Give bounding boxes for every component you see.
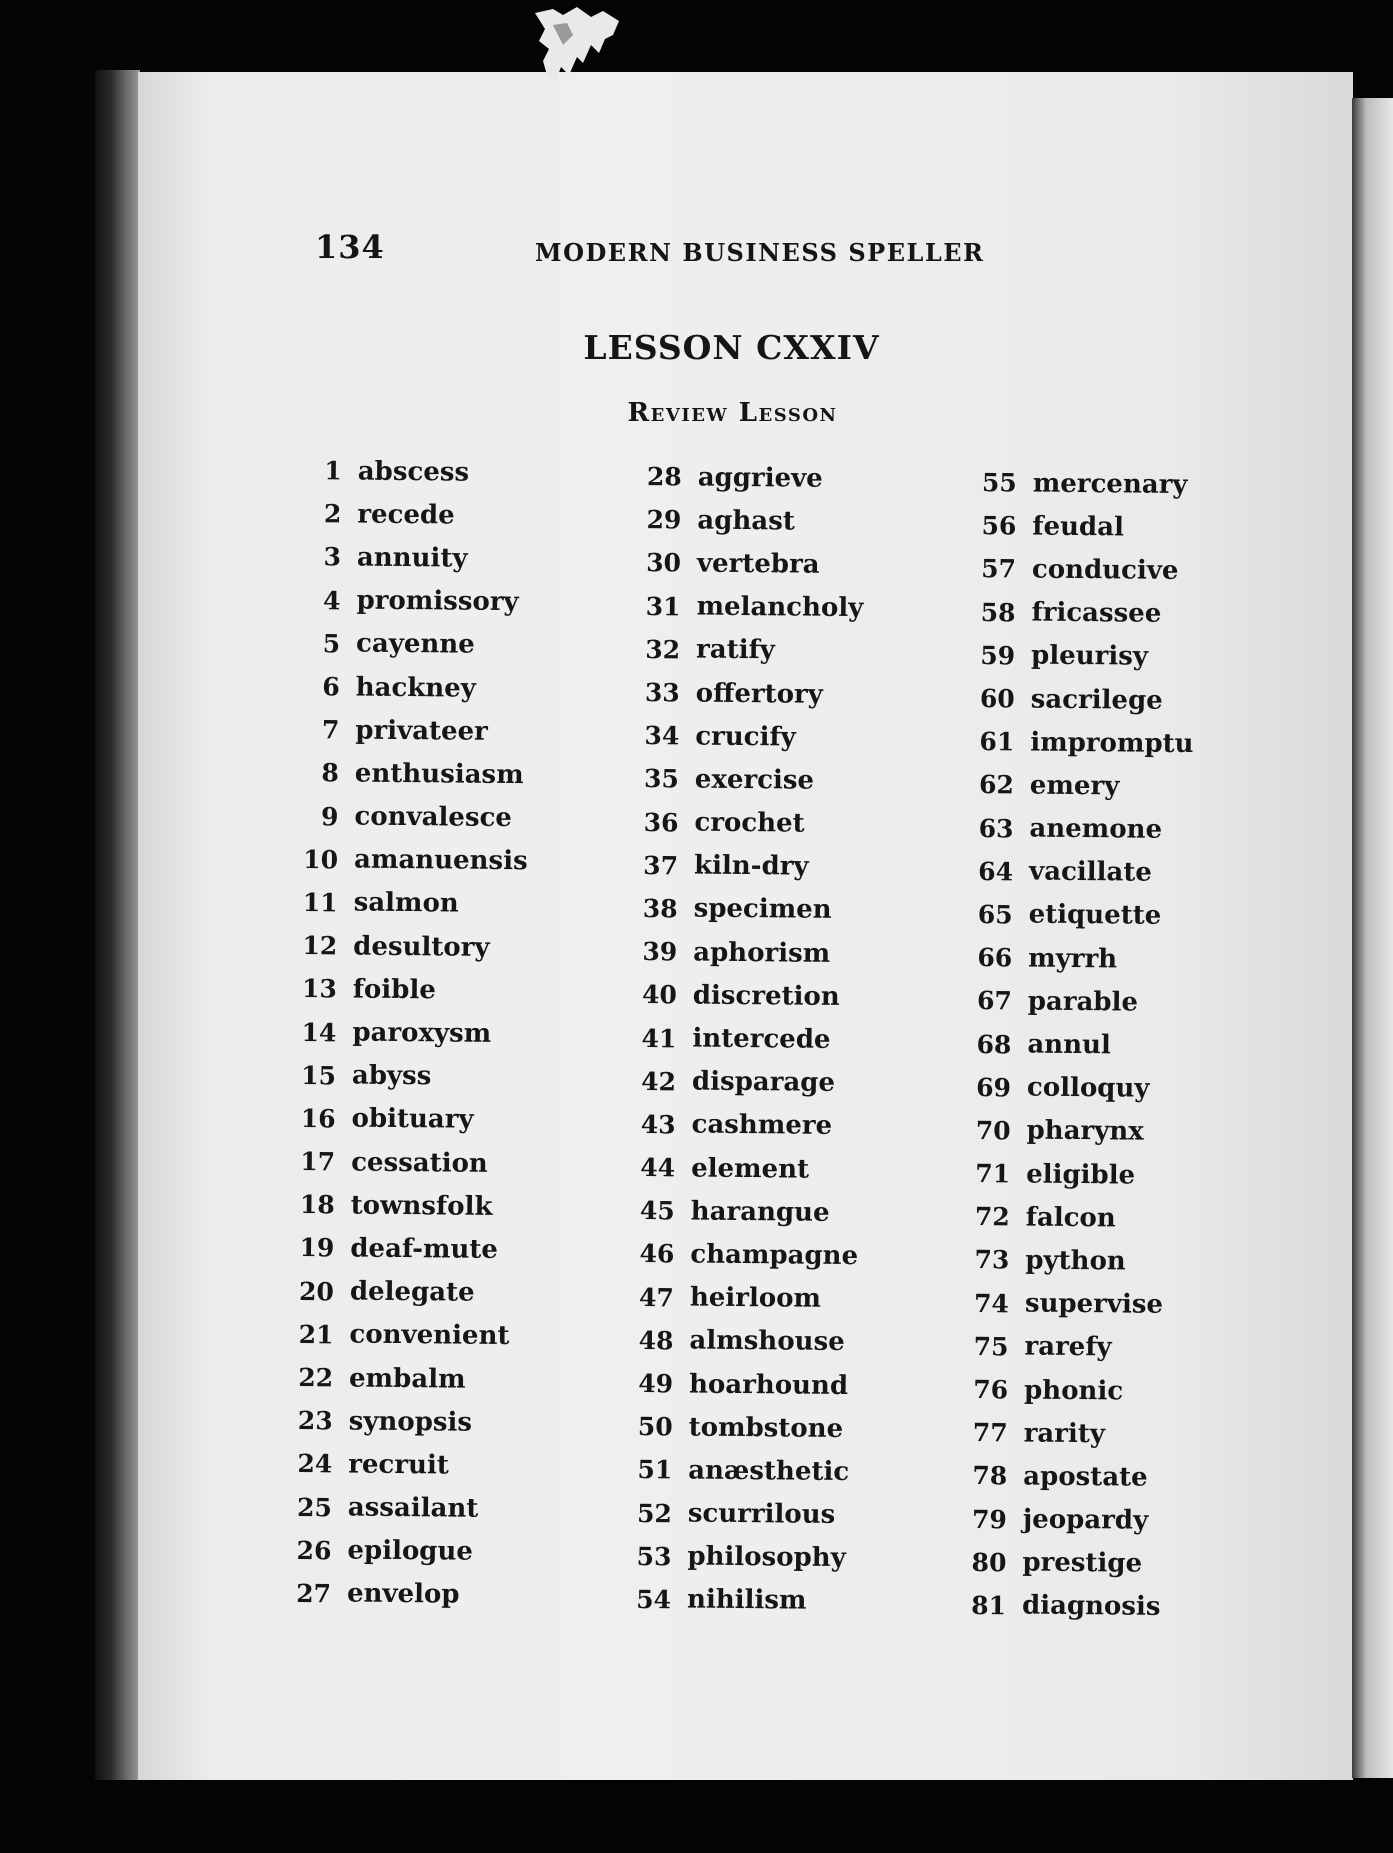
word-entry [631,1319,857,1364]
word-entry [971,806,1193,851]
word-entry [639,541,865,586]
entry-number: 75 [973,1331,1009,1362]
word-entry [294,1010,526,1055]
entry-number: 67 [976,986,1012,1016]
word-column-1 [289,449,532,1617]
entry-word: anemone [1029,813,1163,845]
word-entry [973,634,1195,679]
word-entry [636,800,862,845]
entry-word: aphorism [693,937,831,969]
entry-word: paroxysm [352,1017,492,1049]
entry-word: assailant [347,1492,479,1524]
entry-number: 44 [640,1153,676,1183]
entry-word: crucify [695,721,796,753]
entry-number: 17 [300,1147,336,1177]
word-entry [637,757,863,802]
entry-number: 34 [644,721,680,751]
entry-number: 69 [976,1072,1012,1103]
word-entry [293,1097,525,1142]
entry-number: 45 [639,1196,675,1226]
entry-number: 11 [302,888,338,918]
word-entry [630,1491,856,1536]
word-entry [635,930,861,975]
entry-word: mercenary [1032,468,1188,500]
word-entry [640,455,866,500]
entry-number: 18 [299,1190,335,1220]
entry-number: 77 [972,1418,1008,1448]
entry-word: privateer [355,715,488,747]
word-entry [631,1362,857,1407]
word-entry [292,1270,524,1315]
entry-word: deaf-mute [350,1233,499,1265]
word-entry [965,1454,1187,1499]
entry-number: 56 [981,511,1017,541]
entry-word: annul [1027,1029,1111,1061]
word-column-2 [629,455,866,1623]
entry-word: crochet [694,807,805,839]
entry-word: specimen [693,894,832,926]
word-entry [291,1313,523,1358]
entry-word: obituary [351,1103,474,1136]
entry-word: desultory [353,931,490,963]
entry-word: parable [1027,986,1139,1018]
lesson-subtitle: Review Lesson [627,398,838,428]
word-entry [636,844,862,889]
word-entry [634,1060,860,1105]
entry-number: 31 [645,591,681,622]
entry-number: 73 [974,1245,1010,1275]
word-entry [290,1442,522,1487]
entry-number: 42 [641,1066,677,1097]
entry-word: diagnosis [1021,1590,1161,1623]
torn-paper-fragment [533,5,623,95]
word-entry [968,1109,1190,1154]
word-entry [969,1022,1191,1067]
entry-number: 71 [975,1159,1011,1189]
word-entry [290,1399,522,1444]
entry-word: pleurisy [1030,640,1149,673]
entry-word: amanuensis [353,844,528,877]
word-entry [968,1195,1190,1240]
entry-word: prestige [1022,1547,1143,1579]
entry-number: 51 [637,1455,673,1485]
entry-number: 49 [638,1369,674,1399]
entry-word: rarefy [1024,1331,1112,1363]
word-entry [966,1325,1188,1370]
word-entry [299,535,531,580]
entry-word: promissory [356,585,519,618]
entry-number: 7 [321,715,340,745]
entry-word: python [1025,1245,1126,1277]
entry-word: convalesce [354,801,513,834]
entry-word: aghast [697,505,795,537]
entry-number: 43 [640,1109,676,1140]
word-entry [630,1405,856,1450]
word-entry [629,1535,855,1580]
word-entry [630,1448,856,1493]
entry-word: tombstone [688,1412,844,1444]
entry-number: 12 [302,931,338,961]
entry-number: 70 [975,1115,1011,1146]
entry-number: 47 [638,1282,675,1313]
word-entry [300,449,532,494]
word-entry [296,838,528,883]
entry-word: hoarhound [688,1369,849,1401]
entry-number: 21 [298,1319,334,1350]
entry-number: 25 [296,1492,332,1522]
entry-number: 16 [300,1103,336,1134]
word-entry [297,751,529,796]
entry-word: phonic [1023,1375,1124,1406]
entry-number: 35 [643,764,680,794]
word-entry [638,671,864,716]
word-entry [970,893,1192,938]
entry-word: scurrilous [687,1498,836,1531]
word-entry [634,1016,860,1061]
entry-word: cessation [351,1147,488,1179]
entry-number: 80 [971,1547,1007,1578]
entry-word: feudal [1032,511,1125,543]
entry-number: 62 [978,770,1015,800]
word-entry [298,665,530,710]
word-entry [632,1276,858,1321]
entry-number: 33 [644,678,680,708]
entry-word: discretion [692,980,840,1012]
word-entry [637,714,863,759]
entry-number: 48 [638,1325,674,1356]
entry-word: cashmere [691,1109,833,1142]
entry-number: 2 [323,499,342,529]
word-entry [632,1232,858,1277]
word-entry [638,628,864,673]
entry-number: 23 [297,1406,333,1436]
word-entry [974,547,1196,592]
word-entry [639,498,865,543]
page-number: 134 [315,228,385,266]
word-entry [296,794,528,839]
entry-word: eligible [1026,1159,1136,1191]
word-entry [295,881,527,926]
word-entry [289,1572,521,1617]
word-entry [964,1541,1186,1586]
entry-word: apostate [1023,1461,1148,1493]
entry-word: heirloom [689,1282,822,1314]
word-entry [973,591,1195,636]
entry-word: enthusiasm [354,758,524,791]
lesson-title: LESSON CXXIV [583,328,880,367]
word-entry [970,936,1192,981]
word-entry [289,1529,521,1574]
entry-number: 4 [323,585,341,616]
word-entry [295,967,527,1012]
entry-word: hackney [355,672,477,704]
entry-word: embalm [348,1363,466,1395]
entry-word: falcon [1025,1202,1116,1234]
entry-number: 10 [303,844,339,875]
entry-number: 19 [299,1233,335,1263]
entry-number: 46 [639,1239,675,1269]
entry-word: pharynx [1026,1115,1144,1148]
entry-word: cayenne [355,628,475,661]
word-entry [969,1066,1191,1111]
entry-number: 26 [296,1535,332,1566]
entry-number: 1 [324,456,342,486]
entry-number: 39 [642,937,678,967]
word-entry [299,492,531,537]
word-entry [638,585,864,630]
entry-word: colloquy [1026,1072,1150,1104]
word-entry [629,1578,855,1623]
word-entry [292,1226,524,1271]
entry-word: melancholy [696,591,864,624]
entry-number: 40 [641,980,677,1010]
entry-word: myrrh [1028,943,1118,975]
word-entry [966,1368,1188,1413]
entry-number: 76 [973,1375,1009,1405]
entry-number: 68 [976,1029,1012,1059]
entry-word: fricassee [1031,597,1162,629]
entry-word: delegate [349,1276,475,1308]
entry-word: convenient [349,1319,510,1352]
entry-word: kiln-dry [693,850,809,882]
entry-word: nihilism [686,1584,807,1617]
word-entry [965,1411,1187,1456]
entry-word: foible [352,974,436,1006]
word-entry [633,1146,859,1191]
word-entry [973,677,1195,722]
book-binding-edge [95,70,140,1780]
entry-word: abscess [357,456,470,488]
word-entry [971,850,1193,895]
entry-number: 38 [642,894,678,924]
entry-number: 65 [977,900,1013,930]
entry-number: 54 [636,1584,672,1615]
entry-number: 24 [297,1449,333,1479]
word-entry [290,1485,522,1530]
entry-number: 53 [636,1541,672,1572]
entry-word: almshouse [689,1325,845,1358]
entry-number: 50 [637,1412,673,1442]
word-entry [972,763,1194,808]
word-entry [970,979,1192,1024]
entry-word: intercede [692,1023,831,1055]
entry-word: envelop [346,1578,460,1611]
entry-number: 32 [645,634,681,665]
entry-word: recede [357,499,455,531]
entry-number: 63 [978,813,1014,843]
entry-number: 37 [643,850,679,881]
entry-number: 66 [977,943,1013,973]
entry-word: philosophy [687,1541,846,1574]
entry-word: emery [1029,770,1120,802]
word-entry [974,504,1196,549]
entry-number: 22 [298,1363,334,1393]
entry-number: 20 [298,1276,335,1307]
entry-word: salmon [353,888,459,920]
entry-number: 8 [321,758,340,788]
entry-word: supervise [1024,1288,1164,1320]
word-entry [298,579,530,624]
entry-number: 5 [322,629,341,659]
entry-number: 60 [979,684,1015,714]
entry-word: rarity [1023,1418,1106,1450]
word-entry [968,1152,1190,1197]
entry-number: 14 [301,1017,337,1047]
word-entry [965,1497,1187,1542]
entry-number: 74 [973,1288,1010,1319]
entry-word: aggrieve [697,462,823,494]
word-entry [298,622,530,667]
word-entry [293,1140,525,1185]
entry-number: 78 [972,1461,1008,1491]
entry-number: 29 [646,505,682,535]
entry-word: impromptu [1030,727,1194,759]
entry-word: etiquette [1028,900,1162,932]
word-entry [967,1282,1189,1327]
entry-word: recruit [348,1449,449,1481]
running-head: MODERN BUSINESS SPELLER [535,238,985,267]
entry-word: epilogue [347,1535,474,1567]
entry-word: vertebra [696,548,820,580]
word-entry [291,1356,523,1401]
word-entry [967,1238,1189,1283]
entry-number: 36 [643,807,679,837]
entry-number: 64 [978,856,1014,887]
entry-word: vacillate [1028,856,1153,888]
entry-number: 57 [981,554,1017,584]
entry-word: offertory [695,678,823,710]
entry-number: 13 [301,974,337,1004]
entry-number: 79 [971,1504,1007,1534]
entry-number: 28 [646,462,682,492]
word-entry [297,708,529,753]
word-entry [294,1054,526,1099]
entry-word: annuity [356,542,468,574]
word-entry [972,720,1194,765]
entry-word: ratify [695,634,776,666]
page-header [0,228,1393,278]
word-entry [635,973,861,1018]
entry-number: 3 [323,542,342,572]
entry-word: exercise [694,764,815,796]
word-entry [975,461,1197,506]
word-entry [635,887,861,932]
entry-number: 81 [971,1590,1007,1621]
entry-word: harangue [690,1196,830,1228]
entry-word: abyss [351,1060,432,1092]
word-entry [633,1189,859,1234]
entry-word: champagne [690,1239,859,1272]
entry-number: 61 [979,727,1015,757]
word-column-3 [964,461,1196,1629]
entry-number: 58 [980,597,1016,628]
entry-number: 9 [320,801,339,831]
entry-number: 30 [646,548,682,578]
entry-number: 55 [981,468,1017,498]
entry-number: 72 [974,1202,1010,1232]
entry-word: conducive [1031,554,1179,586]
entry-word: element [691,1153,810,1185]
entry-word: disparage [691,1066,836,1099]
entry-word: anæsthetic [688,1455,850,1487]
word-entry [964,1584,1186,1629]
entry-number: 27 [296,1578,332,1609]
entry-number: 6 [322,672,340,702]
entry-number: 41 [641,1023,677,1053]
entry-number: 52 [636,1498,672,1528]
entry-number: 15 [301,1060,337,1091]
entry-number: 59 [980,640,1016,671]
entry-word: jeopardy [1022,1504,1149,1536]
word-entry [633,1103,859,1148]
word-entry [295,924,527,969]
entry-word: synopsis [348,1406,473,1438]
entry-word: townsfolk [350,1190,493,1222]
word-entry [293,1183,525,1228]
entry-word: sacrilege [1030,684,1163,716]
